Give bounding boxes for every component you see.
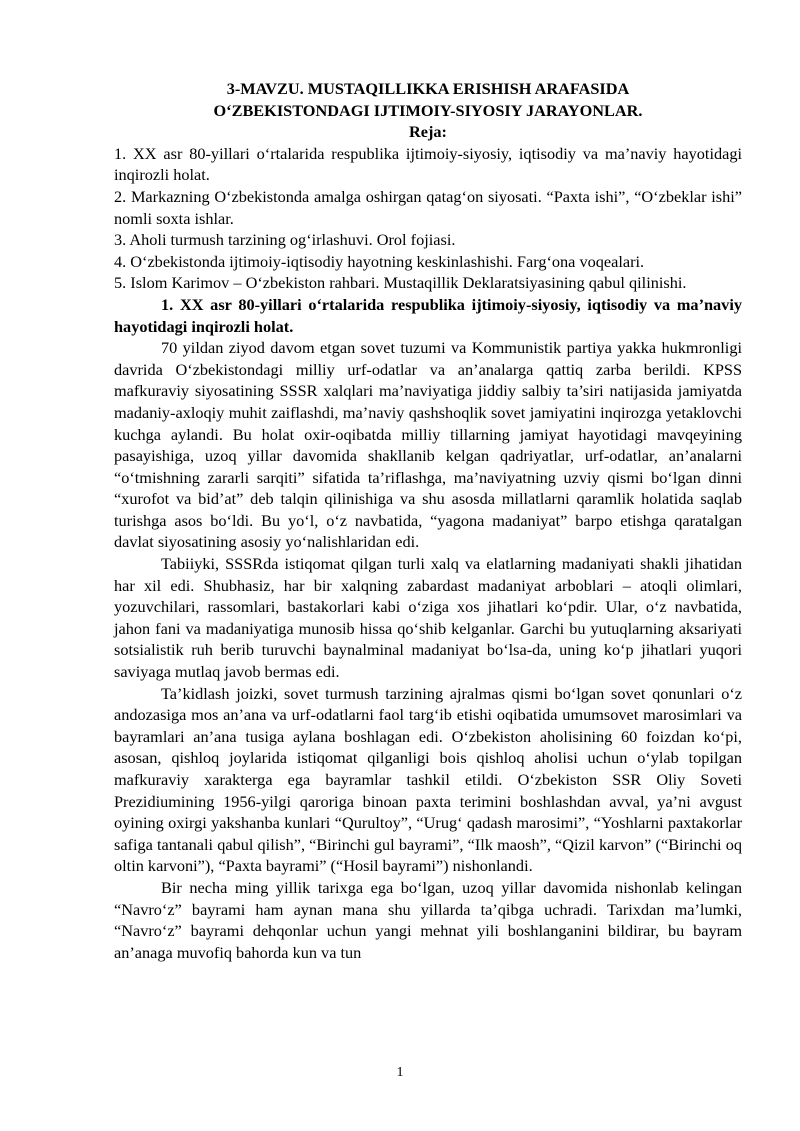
plan-item-5: 5. Islom Karimov – O‘zbekiston rahbari. Mustaqillik Deklaratsiyasining qabul qilinishi. (114, 273, 687, 293)
body-paragraph-2: Tabiiyki, SSSRda istiqomat qilgan turli xalq va elatlarning madaniyati shakli jihatidan har xil edi. Shubhasiz, har bir xalqning zabardast madaniyat arboblari – atoqli olimlari, yozuvchilari, rassomlari, bastakorlari kabi o‘ziga xos jihatlari ko‘pdir. Ular, o‘z navbatida, jahon fani va madaniyatiga munosib hissa qo‘shib kelganlar. Garchi bu yutuqlarning aksariyati sotsialistik ruh berib turuvchi baynalminal madaniyat bo‘lsa-da, uning ko‘p jihatlari yuqori saviyaga mutlaq javob bermas edi. (114, 554, 742, 682)
plan-item-3: 3. Aholi turmush tarzining og‘irlashuvi. Orol fojiasi. (114, 230, 456, 250)
section-heading: 1. XX asr 80-yillari o‘rtalarida respublika ijtimoiy-siyosiy, iqtisodiy va ma’naviy hayotidagi inqirozli holat. (114, 294, 742, 336)
page-number: 1 (396, 1065, 404, 1080)
document-title (114, 78, 742, 143)
plan-list (114, 143, 742, 294)
title-line-1: 3-MAVZU. MUSTAQILLIKKA ERISHISH ARAFASIDA (226, 79, 630, 98)
plan-heading: Reja: (409, 122, 447, 142)
plan-item-1: 1. XX asr 80-yillari o‘rtalarida respublika ijtimoiy-siyosiy, iqtisodiy va ma’naviy hayotidagi inqirozli holat. (114, 143, 742, 185)
body-paragraph-4: Bir necha ming yillik tarixga ega bo‘lgan, uzoq yillar davomida nishonlab kelingan “Navro‘z” bayrami ham aynan mana shu yillarda ta’qibga uchradi. Tarixdan ma’lumki, “Navro‘z” bayrami dehqonlar uchun yangi mehnat yili boshlanganini bildirar, bu bayram an’anaga muvofiq bahorda kun va tun (114, 877, 742, 962)
plan-item-2: 2. Markazning O‘zbekistonda amalga oshirgan qatag‘on siyosati. “Paxta ishi”, “O‘zbeklar ishi” nomli soxta ishlar. (114, 186, 742, 228)
body-paragraph-1: 70 yildan ziyod davom etgan sovet tuzumi va Kommunistik partiya yakka hukmronligi davrida O‘zbekistondagi milliy urf-odatlar va an’analarga qattiq zarba berildi. KPSS mafkuraviy siyosatining SSSR xalqlari ma’naviyatiga jiddiy salbiy ta’siri natijasida jamiyatda madaniy-axloqiy muhit zaiflashdi, ma’naviy qashshoqlik sovet jamiyatini inqirozga yetaklovchi kuchga aylandi. Bu holat oxir-oqibatda milliy tillarning jamiyat hayotidagi mavqeyining pasayishiga, uzoq yillar davomida shakllanib kelgan qadriyatlar, urf-odatlar, an’analarni “o‘tmishning zararli sarqiti” sifatida ta’riflashga, ma’naviyatning uzviy qismi bo‘lgan dinni “xurofot va bid’at” deb talqin qilinishiga va shu asosda millatlarni qaramlik holatida saqlab turishga asos bo‘ldi. Bu yo‘l, o‘z navbatida, “yagona madaniyat” barpo etishga qaratalgan davlat siyosatining asosiy yo‘nalishlaridan edi. (114, 338, 742, 552)
plan-item-4: 4. O‘zbekistonda ijtimoiy-iqtisodiy hayotning keskinlashishi. Farg‘ona voqealari. (114, 251, 645, 271)
page-content (114, 78, 742, 963)
body-paragraph-3: Ta’kidlash joizki, sovet turmush tarzining ajralmas qismi bo‘lgan sovet qonunlari o‘z andozasiga mos an’ana va urf-odatlarni faol targ‘ib etishi oqibatida umumsovet marosimlari va bayramlari an’ana tusiga aylana boshlagan edi. O‘zbekiston aholisining 60 foizdan ko‘pi, asosan, qishloq joylarida istiqomat qilganligi bois qishloq aholisi uchun o‘ylab topilgan mafkuraviy xarakterga ega bayramlar tashkil etildi. O‘zbekiston SSR Oliy Soveti Prezidiumining 1956-yilgi qaroriga binoan paxta terimini boshlashdan avval, ya’ni avgust oyining oxirgi yakshanba kunlari “Qurultoy”, “Urug‘ qadash marosimi”, “Yoshlarni paxtakorlar safiga tantanali qabul qilish”, “Birinchi gul bayrami”, “Ilk maosh”, “Qizil karvon” (“Birinchi oq oltin karvoni”), “Paxta bayrami” (“Hosil bayrami”) nishonlandi. (114, 683, 742, 876)
title-line-2: O‘ZBEKISTONDAGI IJTIMOIY-SIYOSIY JARAYONLAR. (213, 100, 643, 120)
